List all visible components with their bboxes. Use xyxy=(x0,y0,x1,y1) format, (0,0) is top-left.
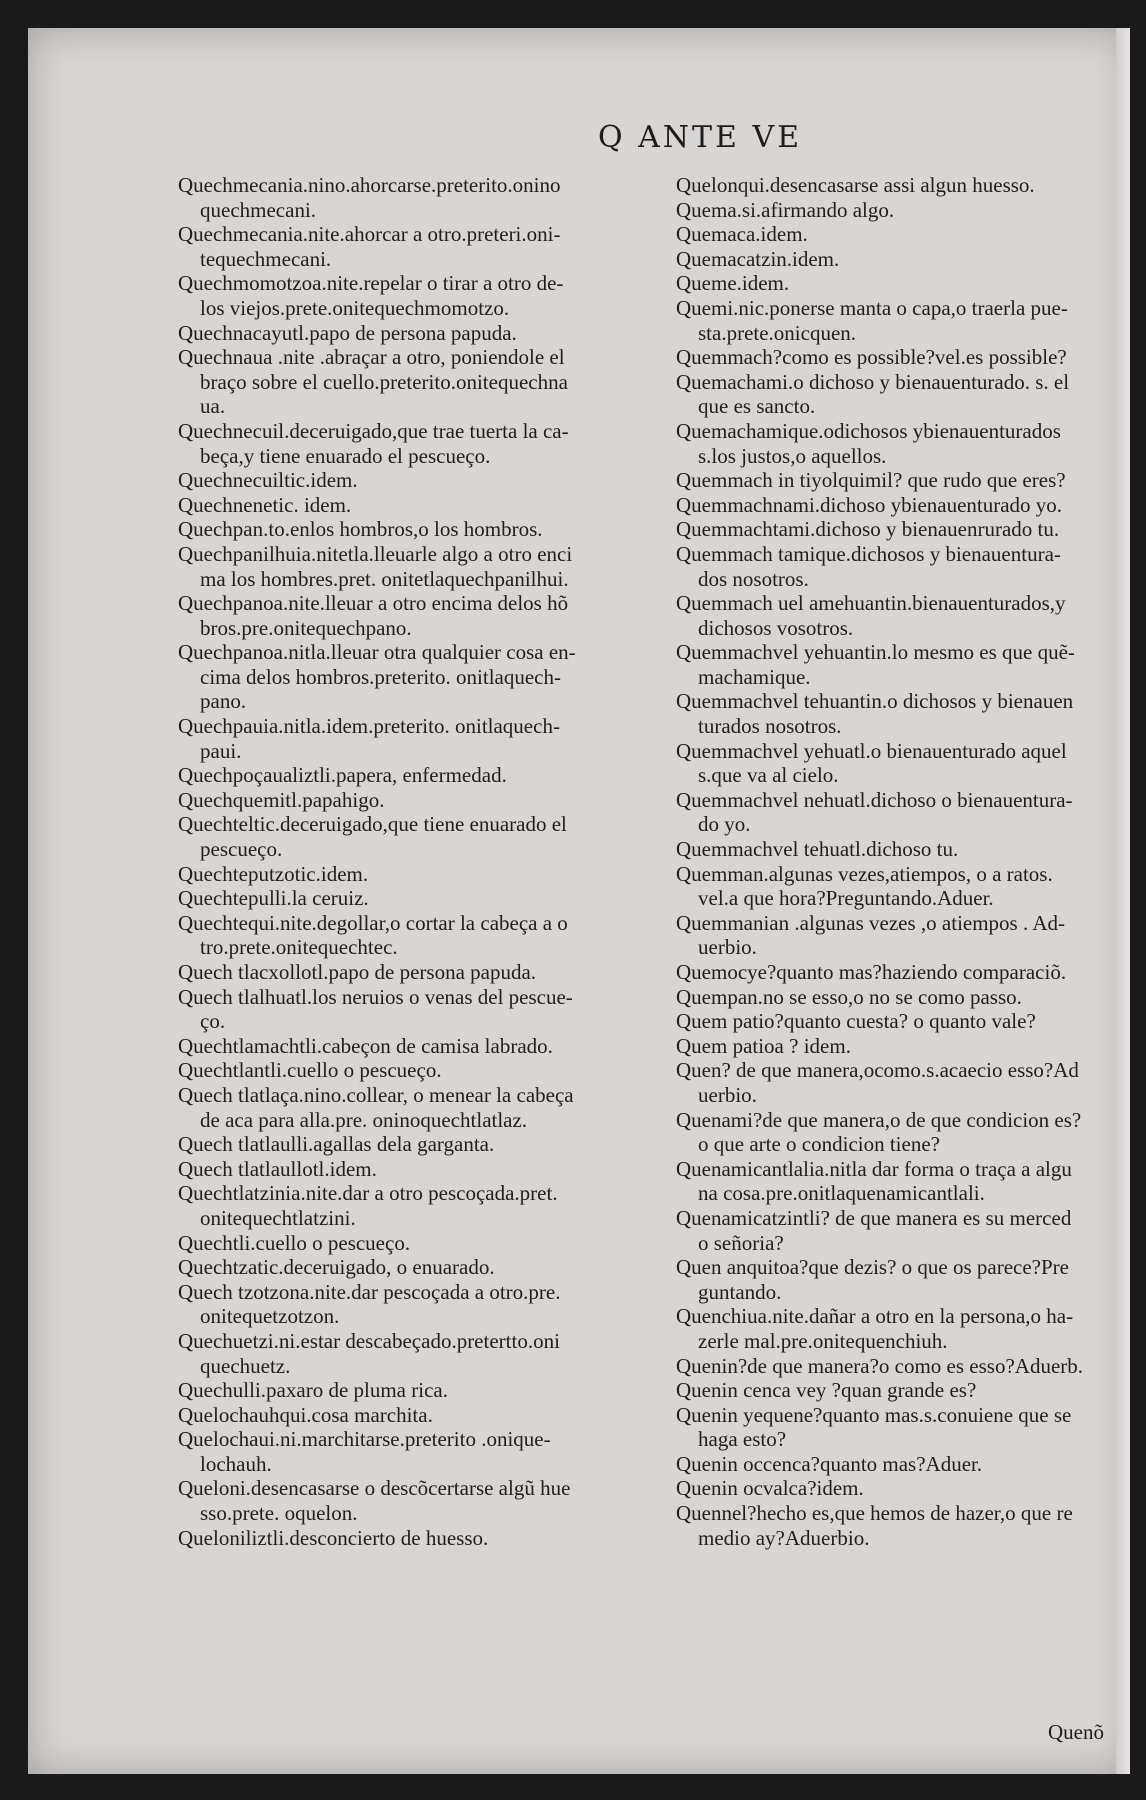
dictionary-entry xyxy=(676,1255,1146,1304)
dictionary-entry xyxy=(676,468,1146,493)
dictionary-entry xyxy=(178,1083,668,1132)
entry-line: pescueço. xyxy=(200,837,283,862)
dictionary-entry xyxy=(178,1034,668,1059)
entry-line: Quechnaua .nite .abraçar a otro, poniendole el xyxy=(178,345,565,370)
entry-line: Quechulli.paxaro de pluma rica. xyxy=(178,1378,448,1403)
dictionary-entry xyxy=(178,493,668,518)
dictionary-entry xyxy=(178,173,668,222)
entry-line: medio ay?Aduerbio. xyxy=(698,1525,870,1550)
entry-line: zerle mal.pre.onitequenchiuh. xyxy=(698,1328,948,1353)
dictionary-entry xyxy=(178,468,668,493)
dictionary-entry xyxy=(178,862,668,887)
entry-line: Quemocye?quanto mas?haziendo comparaciõ. xyxy=(676,960,1067,984)
entry-line: Quechnecuiltic.idem. xyxy=(178,468,358,493)
dictionary-entry xyxy=(178,542,668,591)
dictionary-entry xyxy=(178,1403,668,1428)
entry-line: Quechquemitl.papahigo. xyxy=(178,787,385,812)
dictionary-entry xyxy=(676,911,1146,960)
entry-line: Quechmomotzoa.nite.repelar o tirar a otro de- xyxy=(178,271,564,296)
dictionary-entry xyxy=(676,1034,1146,1059)
entry-line: Quemaca.idem. xyxy=(676,222,808,247)
entry-line: Quem patioa ? idem. xyxy=(676,1033,851,1058)
dictionary-entry xyxy=(676,837,1146,862)
entry-line: cima delos hombros.preterito. onitlaquech- xyxy=(200,664,561,689)
entry-line: Quemachamique.odichosos ybienauenturados xyxy=(676,418,1061,443)
dictionary-entry xyxy=(676,247,1146,272)
entry-line: quechuetz. xyxy=(200,1353,291,1378)
dictionary-entry xyxy=(178,222,668,271)
entry-line: Quechpoçaualiztli.papera, enfermedad. xyxy=(178,763,507,788)
entry-line: Quemmachvel yehuantin.lo mesmo es que quẽ- xyxy=(676,640,1075,665)
dictionary-entry xyxy=(676,542,1146,591)
entry-line: ma los hombres.pret. onitetlaquechpanilhui. xyxy=(200,566,569,591)
right-column xyxy=(676,173,1146,1550)
dictionary-entry xyxy=(676,1058,1146,1107)
entry-line: Quechpauia.nitla.idem.preterito. onitlaquech- xyxy=(178,714,560,739)
dictionary-entry xyxy=(178,1378,668,1403)
entry-line: paui. xyxy=(200,738,242,763)
dictionary-entry xyxy=(676,517,1146,542)
dictionary-entry xyxy=(676,1157,1146,1206)
entry-line: Quempan.no se esso,o no se como passo. xyxy=(676,984,1022,1009)
entry-line: Quechuetzi.ni.estar descabeçado.pretertto.oni xyxy=(178,1328,560,1353)
entry-line: dos nosotros. xyxy=(698,566,809,591)
entry-line: braço sobre el cuello.preterito.onitequechna xyxy=(200,369,568,394)
entry-line: Quenami?de que manera,o de que condicion es? xyxy=(676,1107,1082,1132)
entry-line: uerbio. xyxy=(698,935,757,960)
entry-line: uerbio. xyxy=(698,1082,757,1107)
dictionary-entry xyxy=(178,321,668,346)
dictionary-entry xyxy=(676,1403,1146,1452)
entry-line: Quemmachtami.dichoso y bienauenrurado tu. xyxy=(676,517,1060,542)
entry-line: tro.prete.onitequechtec. xyxy=(200,935,398,960)
entry-line: Quenamicantlalia.nitla dar forma o traça a algu xyxy=(676,1156,1072,1181)
entry-line: Quechmecania.nino.ahorcarse.preterito.onino xyxy=(178,173,561,197)
entry-line: Quechnecuil.deceruigado,que trae tuerta la ca- xyxy=(178,418,569,443)
entry-line: Quechtlamachtli.cabeçon de camisa labrado. xyxy=(178,1033,553,1058)
entry-line: Quen? de que manera,ocomo.s.acaecio esso?Ad xyxy=(676,1058,1079,1083)
entry-line: Quechtlatzinia.nite.dar a otro pescoçada.pret. xyxy=(178,1181,558,1206)
dictionary-entry xyxy=(178,1255,668,1280)
dictionary-entry xyxy=(178,985,668,1034)
dictionary-entry xyxy=(178,1157,668,1182)
entry-line: Quemmach tamique.dichosos y bienauentura- xyxy=(676,541,1061,566)
entry-line: Quech tlatlaullotl.idem. xyxy=(178,1156,377,1181)
entry-line: Quelochaui.ni.marchitarse.preterito .onique- xyxy=(178,1427,551,1452)
dictionary-entry xyxy=(676,1108,1146,1157)
dictionary-entry xyxy=(178,640,668,714)
entry-line: Quemmach uel amehuantin.bienauenturados,y xyxy=(676,591,1066,616)
entry-line: bros.pre.onitequechpano. xyxy=(200,615,412,640)
entry-line: guntando. xyxy=(698,1279,782,1304)
entry-line: quechmecani. xyxy=(200,197,317,222)
dictionary-entry xyxy=(178,1476,668,1525)
entry-line: Quemmachvel yehuatl.o bienauenturado aquel xyxy=(676,738,1067,763)
catchword: Quenõ xyxy=(1048,1720,1104,1744)
dictionary-entry xyxy=(676,370,1146,419)
entry-line: Quemman.algunas vezes,atiempos, o a ratos. xyxy=(676,861,1053,886)
entry-line: beça,y tiene enuarado el pescueço. xyxy=(200,443,491,468)
entry-line: Queloniliztli.desconcierto de huesso. xyxy=(178,1525,489,1550)
dictionary-entry xyxy=(676,788,1146,837)
entry-line: ua. xyxy=(200,394,226,419)
entry-line: Quechtzatic.deceruigado, o enuarado. xyxy=(178,1255,495,1280)
entry-line: que es sancto. xyxy=(698,394,816,419)
entry-line: Quemi.nic.ponerse manta o capa,o traerla pue- xyxy=(676,295,1068,320)
dictionary-entry xyxy=(178,960,668,985)
dictionary-entry xyxy=(676,640,1146,689)
entry-line: Quechnenetic. idem. xyxy=(178,492,352,517)
dictionary-entry xyxy=(676,173,1146,198)
dictionary-entry xyxy=(178,886,668,911)
dictionary-entry xyxy=(178,1280,668,1329)
dictionary-entry xyxy=(676,689,1146,738)
running-header: Q ANTE VE xyxy=(598,120,803,155)
dictionary-entry xyxy=(676,296,1146,345)
entry-line: Quenin?de que manera?o como es esso?Aduerb. xyxy=(676,1353,1084,1378)
dictionary-entry xyxy=(178,517,668,542)
entry-line: Quemachami.o dichoso y bienauenturado. s. el xyxy=(676,369,1070,394)
dictionary-entry xyxy=(676,1452,1146,1477)
dictionary-entry xyxy=(676,1009,1146,1034)
dictionary-entry xyxy=(676,1304,1146,1353)
entry-line: Quech tzotzona.nite.dar pescoçada a otro.pre. xyxy=(178,1279,561,1304)
dictionary-entry xyxy=(178,812,668,861)
dictionary-entry xyxy=(676,222,1146,247)
entry-line: Quechpanilhuia.nitetla.lleuarle algo a otro enci xyxy=(178,541,573,566)
entry-line: Quenamicatzintli? de que manera es su merced xyxy=(676,1205,1072,1230)
dictionary-entry xyxy=(178,419,668,468)
entry-line: Quemacatzin.idem. xyxy=(676,246,840,271)
entry-line: Queloni.desencasarse o descõcertarse algũ hue xyxy=(178,1476,571,1501)
entry-line: Quenin occenca?quanto mas?Aduer. xyxy=(676,1451,983,1476)
entry-line: o señoria? xyxy=(698,1230,784,1255)
dictionary-entry xyxy=(676,591,1146,640)
entry-line: Quenin cenca vey ?quan grande es? xyxy=(676,1378,977,1403)
entry-line: onitequetzotzon. xyxy=(200,1304,340,1329)
dictionary-entry xyxy=(178,911,668,960)
dictionary-entry xyxy=(676,1206,1146,1255)
dictionary-entry xyxy=(676,198,1146,223)
dictionary-entry xyxy=(676,1501,1146,1550)
entry-line: Quechmecania.nite.ahorcar a otro.preteri.oni- xyxy=(178,222,561,247)
dictionary-entry xyxy=(178,1329,668,1378)
entry-line: Quechtli.cuello o pescueço. xyxy=(178,1230,411,1255)
entry-line: onitequechtlatzini. xyxy=(200,1205,356,1230)
entry-line: Quemmachvel tehuatl.dichoso tu. xyxy=(676,837,959,862)
entry-line: s.que va al cielo. xyxy=(698,763,839,788)
dictionary-entry xyxy=(676,985,1146,1010)
dictionary-entry xyxy=(178,1231,668,1256)
entry-line: Quemmachvel tehuantin.o dichosos y bienauen xyxy=(676,689,1074,714)
entry-line: Quen anquitoa?que dezis? o que os parece?Pre xyxy=(676,1255,1069,1280)
entry-line: Quechtequi.nite.degollar,o cortar la cabeça a o xyxy=(178,910,568,935)
dictionary-entry xyxy=(178,788,668,813)
entry-line: Quech tlatlaça.nino.collear, o menear la cabeça xyxy=(178,1082,574,1107)
dictionary-entry xyxy=(676,960,1146,985)
entry-line: Quechteltic.deceruigado,que tiene enuarado el xyxy=(178,812,567,837)
entry-line: Quechpan.to.enlos hombros,o los hombros. xyxy=(178,517,543,542)
entry-line: turados nosotros. xyxy=(698,714,842,739)
entry-line: Quelonqui.desencasarse assi algun huesso. xyxy=(676,173,1035,197)
entry-line: Quema.si.afirmando algo. xyxy=(676,197,895,222)
entry-line: Quechteputzotic.idem. xyxy=(178,861,369,886)
entry-line: Quennel?hecho es,que hemos de hazer,o que re xyxy=(676,1501,1073,1526)
entry-line: Quechpanoa.nite.lleuar a otro encima delos hõ xyxy=(178,591,569,616)
entry-line: Quemmachvel nehuatl.dichoso o bienauentura- xyxy=(676,787,1073,812)
dictionary-entry xyxy=(676,419,1146,468)
dictionary-entry xyxy=(178,1526,668,1551)
entry-line: Quech tlatlaulli.agallas dela garganta. xyxy=(178,1132,495,1157)
entry-line: Quemmach in tiyolquimil? que rudo que eres? xyxy=(676,468,1066,493)
dictionary-entry xyxy=(178,714,668,763)
entry-line: haga esto? xyxy=(698,1427,787,1452)
entry-line: na cosa.pre.onitlaquenamicantlali. xyxy=(698,1181,985,1206)
entry-line: Quechpanoa.nitla.lleuar otra qualquier cosa en- xyxy=(178,640,576,665)
entry-line: Quenin yequene?quanto mas.s.conuiene que se xyxy=(676,1402,1072,1427)
entry-line: o que arte o condicion tiene? xyxy=(698,1132,940,1157)
entry-line: do yo. xyxy=(698,812,751,837)
entry-line: machamique. xyxy=(698,664,811,689)
entry-line: Quemmach?como es possible?vel.es possible? xyxy=(676,345,1067,370)
entry-line: s.los justos,o aquellos. xyxy=(698,443,887,468)
entry-line: Quechnacayutl.papo de persona papuda. xyxy=(178,320,517,345)
dictionary-entry xyxy=(178,591,668,640)
entry-line: Quemmachnami.dichoso ybienauenturado yo. xyxy=(676,492,1063,517)
entry-line: lochauh. xyxy=(200,1451,272,1476)
entry-line: Quenin ocvalca?idem. xyxy=(676,1476,864,1501)
entry-line: Quech tlalhuatl.los neruios o venas del pescue- xyxy=(178,984,573,1009)
entry-line: Queme.idem. xyxy=(676,271,790,296)
entry-line: sso.prete. oquelon. xyxy=(200,1501,358,1526)
dictionary-entry xyxy=(178,1427,668,1476)
dictionary-entry xyxy=(676,1378,1146,1403)
entry-line: Quechtlantli.cuello o pescueço. xyxy=(178,1058,442,1083)
entry-line: Quechtepulli.la ceruiz. xyxy=(178,886,369,911)
entry-line: dichosos vosotros. xyxy=(698,615,854,640)
page xyxy=(28,28,1130,1774)
dictionary-entry xyxy=(178,1181,668,1230)
entry-line: de aca para alla.pre. oninoquechtlatlaz. xyxy=(200,1107,528,1132)
entry-line: ço. xyxy=(200,1009,226,1034)
dictionary-entry xyxy=(178,1058,668,1083)
entry-line: sta.prete.onicquen. xyxy=(698,320,857,345)
dictionary-entry xyxy=(178,271,668,320)
entry-line: Quemmanian .algunas vezes ,o atiempos . Ad- xyxy=(676,910,1065,935)
dictionary-entry xyxy=(178,1132,668,1157)
left-column xyxy=(178,173,668,1550)
dictionary-entry xyxy=(676,345,1146,370)
entry-line: los viejos.prete.onitequechmomotzo. xyxy=(200,295,510,320)
dictionary-entry xyxy=(676,271,1146,296)
dictionary-entry xyxy=(178,763,668,788)
entry-line: Quem patio?quanto cuesta? o quanto vale? xyxy=(676,1009,1036,1034)
dictionary-entry xyxy=(178,345,668,419)
entry-line: pano. xyxy=(200,689,247,714)
dictionary-entry xyxy=(676,862,1146,911)
entry-line: Quelochauhqui.cosa marchita. xyxy=(178,1402,433,1427)
dictionary-entry xyxy=(676,1476,1146,1501)
dictionary-entry xyxy=(676,493,1146,518)
dictionary-entry xyxy=(676,1354,1146,1379)
entry-line: Quenchiua.nite.dañar a otro en la persona,o ha- xyxy=(676,1304,1074,1329)
entry-line: Quech tlacxollotl.papo de persona papuda. xyxy=(178,960,537,984)
entry-line: tequechmecani. xyxy=(200,246,332,271)
entry-line: vel.a que hora?Preguntando.Aduer. xyxy=(698,886,994,911)
dictionary-entry xyxy=(676,739,1146,788)
